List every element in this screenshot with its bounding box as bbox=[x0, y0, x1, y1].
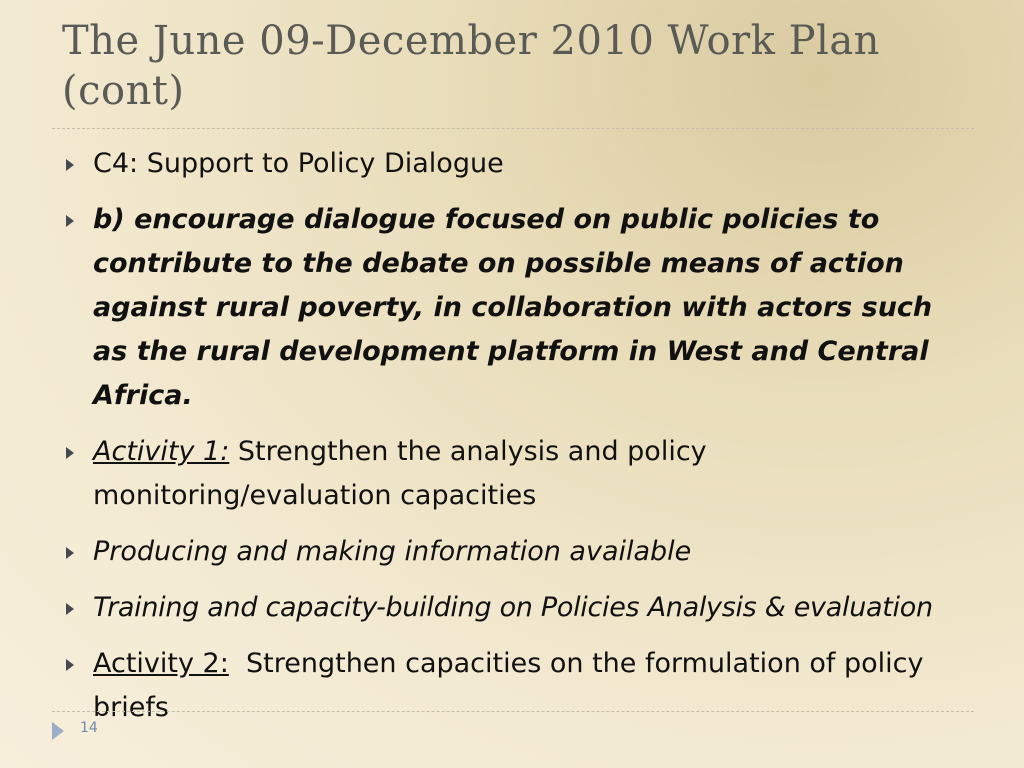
bullet-text: C4: Support to Policy Dialogue bbox=[93, 148, 504, 179]
bullet-arrow-icon bbox=[66, 547, 74, 559]
bullet-arrow-icon bbox=[66, 215, 74, 227]
bullet-item-producing-info bbox=[62, 530, 962, 574]
slide-title-line-2: (cont) bbox=[62, 68, 185, 114]
slide-title-line-1: The June 09-December 2010 Work Plan bbox=[62, 18, 880, 64]
activity-label: Activity 2: bbox=[93, 648, 229, 679]
bullet-list bbox=[62, 142, 962, 742]
bullet-arrow-icon bbox=[66, 159, 74, 171]
bullet-text: b) encourage dialogue focused on public policies to contribute to the debate on possible means of action against rural poverty, in collaboration with actors such as the rural development platform in West and Central Africa. bbox=[93, 204, 933, 411]
bullet-text: Strengthen capacities on the formulation of policy briefs bbox=[93, 648, 933, 723]
slide-title bbox=[62, 16, 982, 116]
bullet-text: Training and capacity-building on Policies Analysis & evaluation bbox=[93, 592, 933, 623]
activity-label: Activity 1: bbox=[93, 436, 230, 467]
bullet-arrow-icon bbox=[66, 447, 74, 459]
footer-divider bbox=[52, 711, 974, 712]
bullet-item-objective-b bbox=[62, 198, 962, 418]
bullet-item-c4 bbox=[62, 142, 962, 186]
bullet-text: Producing and making information available bbox=[93, 536, 692, 567]
bullet-arrow-icon bbox=[66, 659, 74, 671]
bullet-item-activity-2 bbox=[62, 642, 962, 730]
title-divider bbox=[52, 128, 974, 129]
bullet-item-training bbox=[62, 586, 962, 630]
footer-arrow-icon bbox=[52, 722, 64, 740]
page-number: 14 bbox=[80, 720, 98, 736]
bullet-text: Strengthen the analysis and policy monitoring/evaluation capacities bbox=[93, 436, 707, 511]
bullet-arrow-icon bbox=[66, 603, 74, 615]
bullet-item-activity-1 bbox=[62, 430, 962, 518]
